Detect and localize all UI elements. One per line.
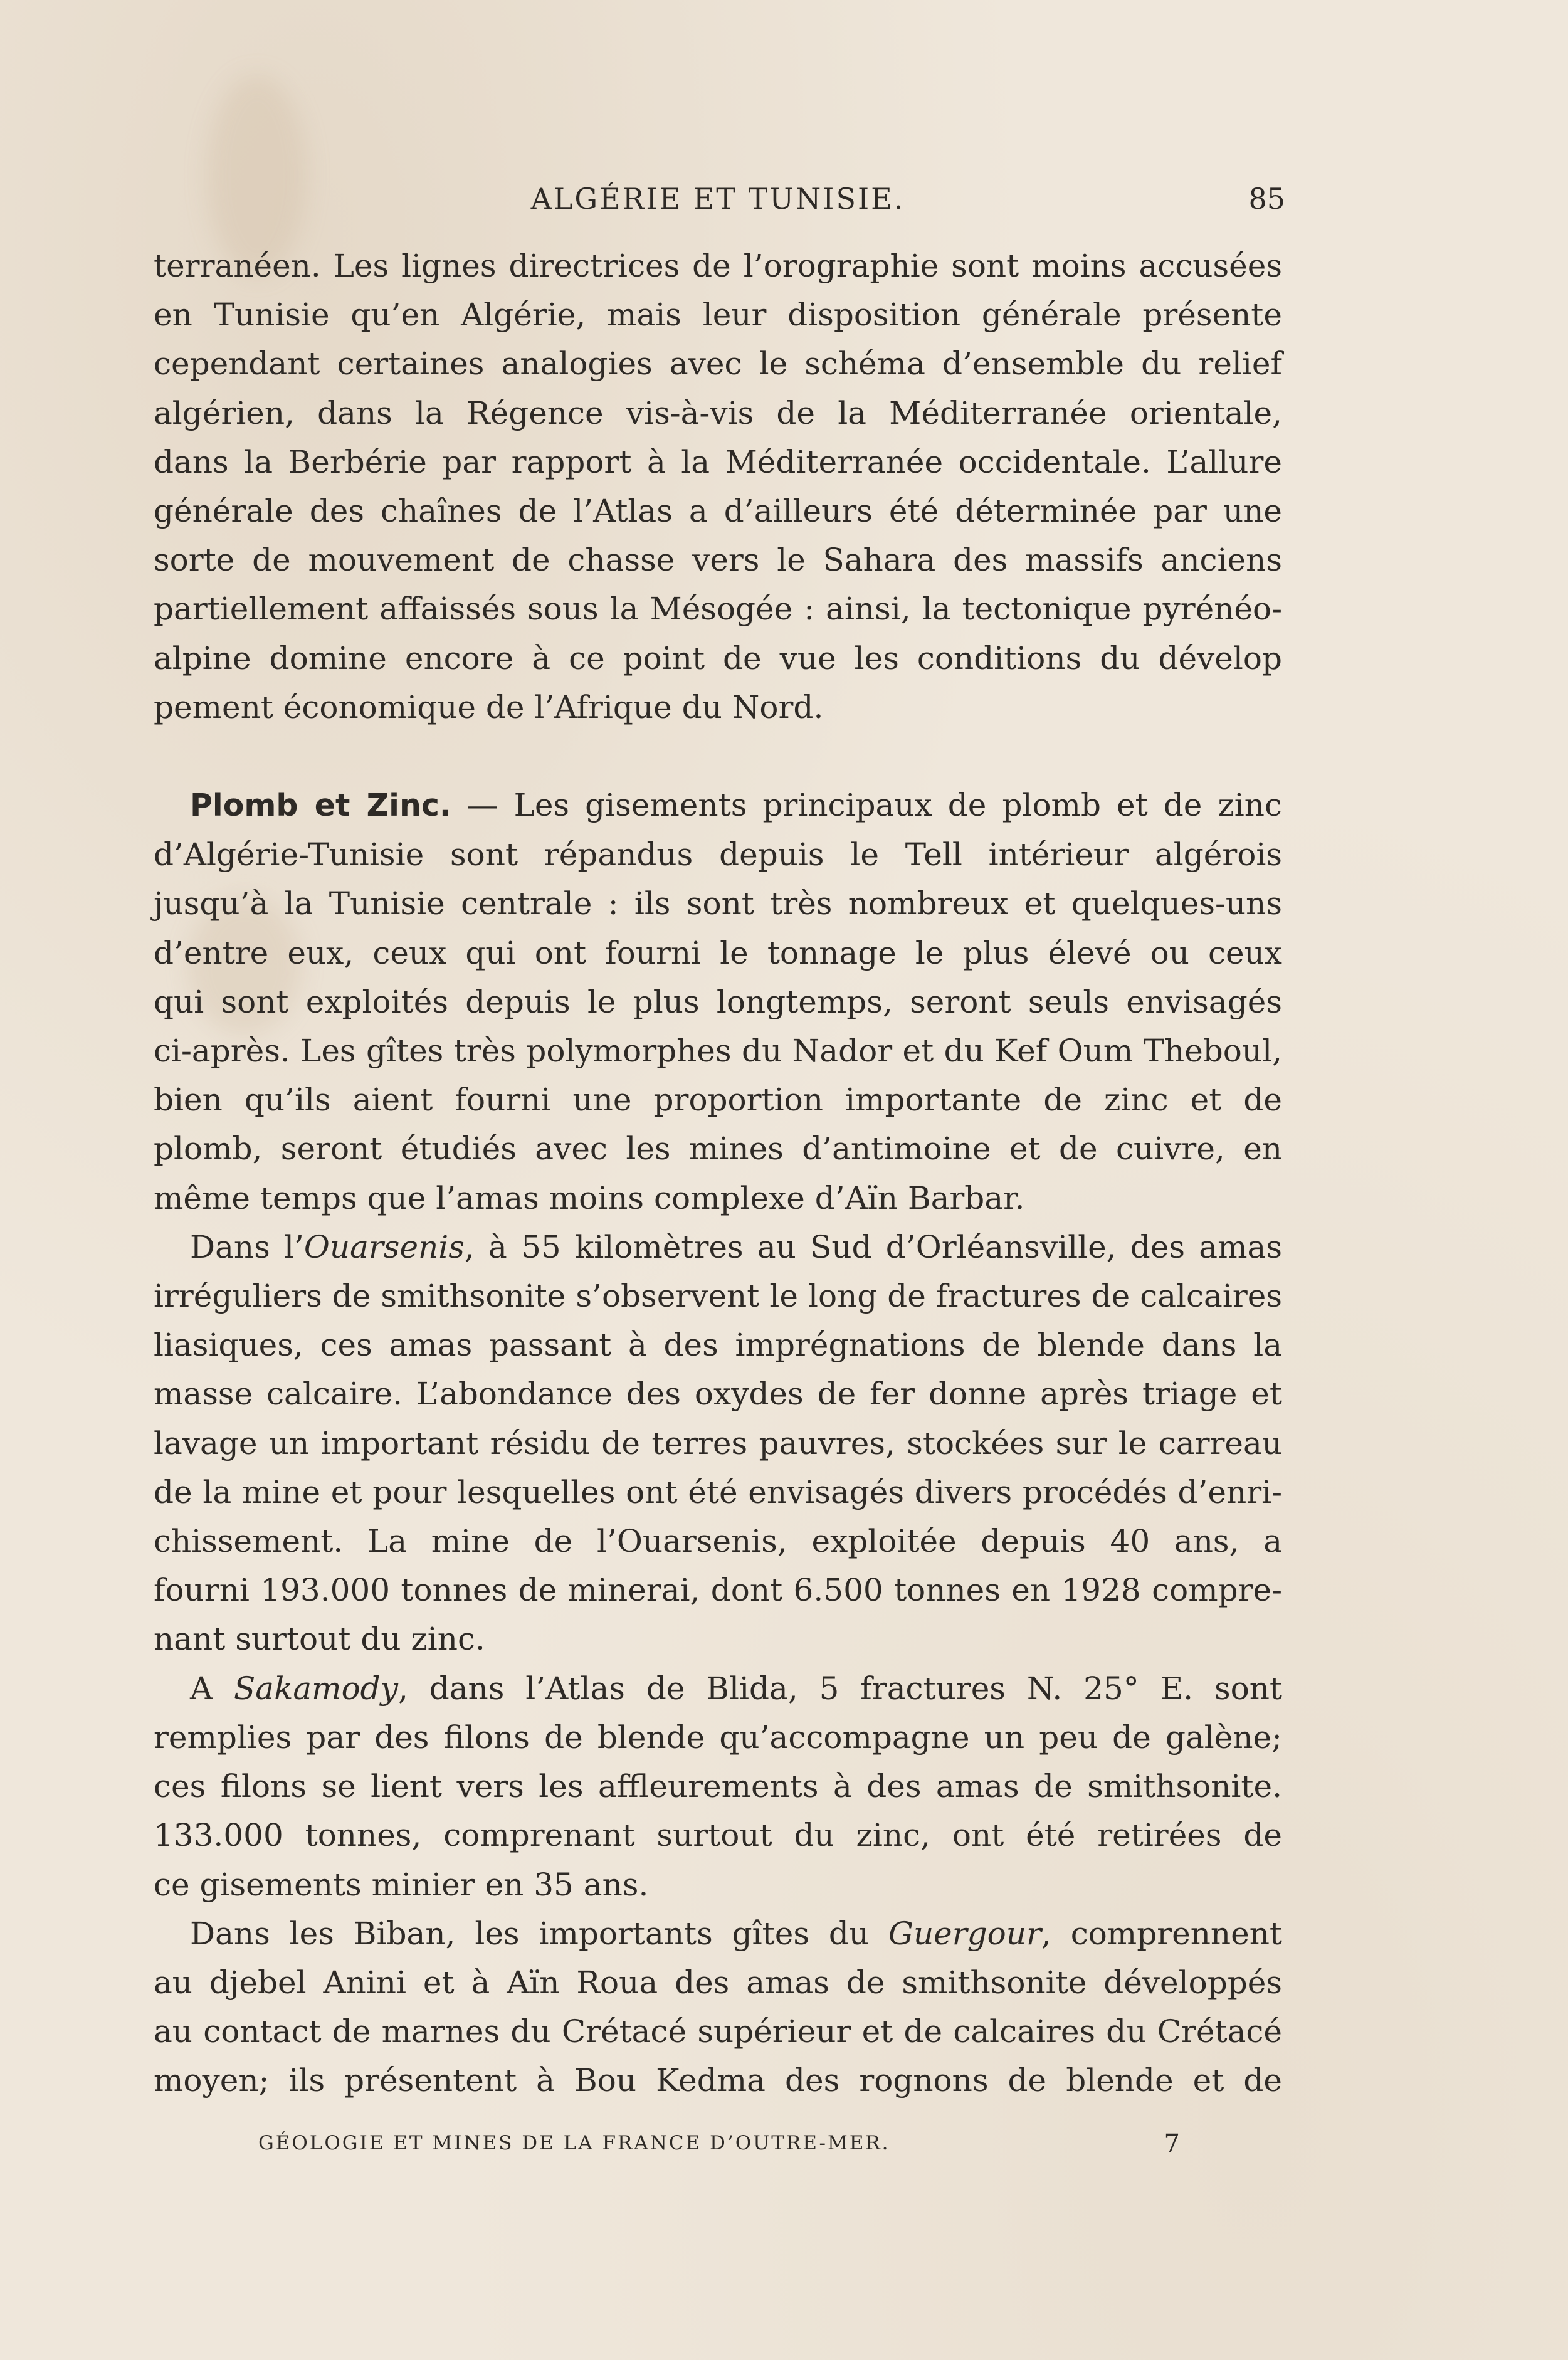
paragraph (154, 241, 1282, 732)
text-line: moyen; ils présentent à Bou Kedma des rognons de blende et de (154, 2062, 1282, 2099)
text-line: qui sont exploités depuis le plus longtemps, seront seuls envisagés (154, 983, 1282, 1020)
text-line (154, 1664, 1282, 1713)
text-line: plomb, seront étudiés avec les mines d’antimoine et de cuivre, en (154, 1130, 1282, 1167)
text-line: même temps que l’amas moins complexe d’Aïn Barbar. (154, 1179, 1025, 1216)
text-line: fourni 193.000 tonnes de minerai, dont 6.500 tonnes en 1928 compre- (154, 1572, 1282, 1609)
text-fragment: Dans l’ (190, 1228, 304, 1265)
text-line: d’Algérie-Tunisie sont répandus depuis le Tell intérieur algérois (154, 836, 1282, 873)
text-line: au djebel Anini et à Aïn Roua des amas de smithsonite développés (154, 1964, 1282, 2001)
text-line: en Tunisie qu’en Algérie, mais leur disposition générale présente (154, 297, 1282, 334)
text-line: ci-après. Les gîtes très polymorphes du Nador et du Kef Oum Theboul, (154, 1033, 1282, 1070)
text-line: bien qu’ils aient fourni une proportion importante de zinc et de (154, 1082, 1282, 1119)
page-footer (258, 2129, 1180, 2158)
text-line: cependant certaines analogies avec le schéma d’ensemble du relief (154, 345, 1282, 382)
text-line: algérien, dans la Régence vis-à-vis de la Méditerranée orientale, (154, 394, 1282, 431)
text-line: de la mine et pour lesquelles ont été envisagés divers procédés d’enri- (154, 1473, 1282, 1510)
text-line (154, 1909, 1282, 1958)
text-line: jusqu’à la Tunisie centrale : ils sont très nombreux et quelques-uns (154, 885, 1282, 922)
text-line: d’entre eux, ceux qui ont fourni le tonnage le plus élevé ou ceux (154, 934, 1282, 971)
text-fragment: , dans l’Atlas de Blida, 5 fractures N. 25° E. sont (397, 1670, 1282, 1707)
text-line: alpine domine encore à ce point de vue les conditions du dévelop (154, 640, 1282, 677)
place-name: Sakamody (234, 1670, 398, 1707)
text-line: terranéen. Les lignes directrices de l’orographie sont moins accusées (154, 248, 1282, 284)
text-line: liasiques, ces amas passant à des imprégnations de blende dans la (154, 1327, 1282, 1364)
paragraph-gap (154, 732, 1282, 781)
text-line: nant surtout du zinc. (154, 1621, 485, 1658)
section-lead: Plomb et Zinc. (190, 788, 451, 824)
paragraph (154, 1664, 1282, 1909)
text-line: sorte de mouvement de chasse vers le Sahara des massifs anciens (154, 542, 1282, 579)
text-line: 133.000 tonnes, comprenant surtout du zinc, ont été retirées de (154, 1817, 1282, 1854)
text-line: irréguliers de smithsonite s’observent le long de fractures de calcaires (154, 1278, 1282, 1315)
footer-title: GÉOLOGIE ET MINES DE LA FRANCE D’OUTRE-MER. (258, 2132, 890, 2154)
text-line: remplies par des filons de blende qu’accompagne un peu de galène; (154, 1719, 1282, 1756)
text-line: lavage un important résidu de terres pauvres, stockées sur le carreau (154, 1425, 1282, 1462)
running-header (150, 182, 1285, 226)
text-line: ces filons se lient vers les affleurements à des amas de smithsonite. (154, 1768, 1282, 1805)
text-fragment: A (190, 1670, 234, 1707)
paragraph (154, 1223, 1282, 1664)
text-fragment: , à 55 kilomètres au Sud d’Orléansville, des amas (464, 1228, 1282, 1265)
paragraph (154, 781, 1282, 1223)
running-title: ALGÉRIE ET TUNISIE. (530, 182, 905, 216)
text-fragment: — Les gisements principaux de plomb et de zinc (451, 787, 1282, 824)
text-line: générale des chaînes de l’Atlas a d’ailleurs été déterminée par une (154, 493, 1282, 530)
place-name: Ouarsenis (303, 1228, 465, 1265)
place-name: Guergour (888, 1915, 1041, 1952)
text-line: partiellement affaissés sous la Mésogée : ainsi, la tectonique pyrénéo- (154, 591, 1282, 628)
body-text (154, 241, 1282, 2105)
text-line: au contact de marnes du Crétacé supérieur et de calcaires du Crétacé (154, 2013, 1282, 2050)
text-line (154, 781, 1282, 830)
page-number: 85 (1248, 182, 1285, 216)
text-fragment: Dans les Biban, les importants gîtes du (190, 1915, 889, 1952)
text-line: dans la Berbérie par rapport à la Méditerranée occidentale. L’allure (154, 443, 1282, 480)
signature-mark: 7 (1164, 2129, 1180, 2158)
paragraph (154, 1909, 1282, 2105)
text-line: pement économique de l’Afrique du Nord. (154, 688, 824, 725)
text-fragment: , comprennent (1041, 1915, 1282, 1952)
text-line: ce gisements minier en 35 ans. (154, 1866, 649, 1903)
text-line: masse calcaire. L’abondance des oxydes de fer donne après triage et (154, 1376, 1282, 1413)
text-line (154, 1223, 1282, 1272)
text-line: chissement. La mine de l’Ouarsenis, exploitée depuis 40 ans, a (154, 1523, 1282, 1560)
